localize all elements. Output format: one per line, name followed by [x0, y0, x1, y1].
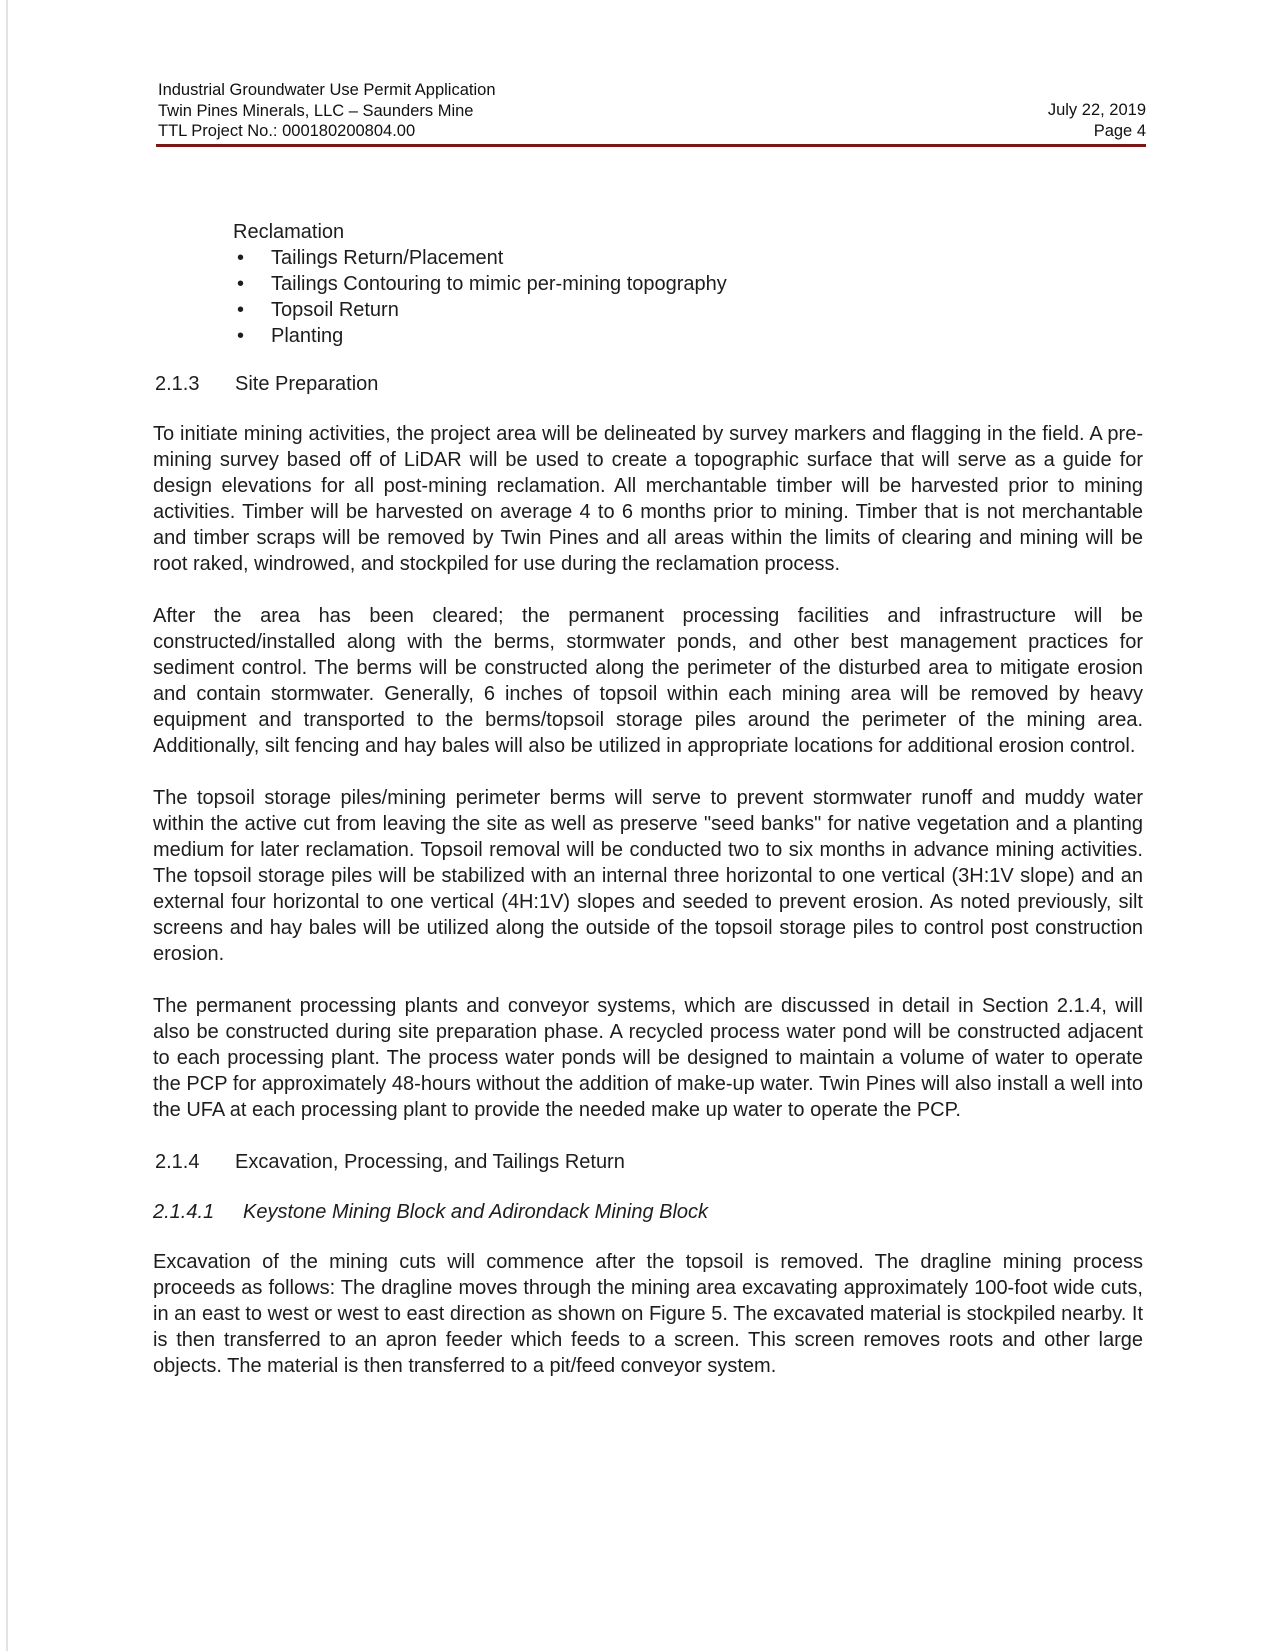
reclamation-list [233, 245, 1143, 349]
list-item-text: Tailings Contouring to mimic per-mining topography [271, 273, 727, 295]
list-item-text: Topsoil Return [271, 299, 399, 321]
header-document-title: Industrial Groundwater Use Permit Application [158, 81, 496, 99]
header-project-number: TTL Project No.: 000180200804.00 [158, 122, 416, 140]
list-item [233, 271, 1143, 297]
section-number: 2.1.4 [155, 1151, 200, 1173]
header-client-name: Twin Pines Minerals, LLC – Saunders Mine [158, 101, 474, 120]
header-page-number: Page 4 [1093, 121, 1146, 140]
subsection-number: 2.1.4.1 [153, 1201, 215, 1223]
section-number: 2.1.3 [155, 373, 200, 395]
section-title: Site Preparation [235, 373, 379, 395]
page-body [153, 219, 1143, 1405]
section-heading-2-1-4 [155, 1149, 1143, 1175]
list-item [233, 245, 1143, 271]
paragraph: After the area has been cleared; the permanent processing facilities and infrastructure will be constructed/installed along with the berms, stormwater ponds, and other best management practices for sediment control. The berms will be constructed along the perimeter of the disturbed area to mitigate erosion and contain stormwater. Generally, 6 inches of topsoil within each mining area will be removed by heavy equipment and transported to the berms/topsoil storage piles around the perimeter of the mining area. Additionally, silt fencing and hay bales will also be utilized in appropriate locations for additional erosion control. [153, 605, 1143, 757]
page-edge-line [6, 0, 8, 1651]
list-item [233, 297, 1143, 323]
paragraph: The permanent processing plants and conveyor systems, which are discussed in detail in Section 2.1.4, will also be constructed during site preparation phase. A recycled process water pond will be constructed adjacent to each processing plant. The process water ponds will be designed to maintain a volume of water to operate the PCP for approximately 48-hours without the addition of make-up water. Twin Pines will also install a well into the UFA at each processing plant to provide the needed make up water to operate the PCP. [153, 995, 1143, 1121]
subsection-heading-2-1-4-1 [153, 1199, 1143, 1225]
bullet-icon: • [237, 299, 245, 321]
bullet-icon: • [237, 247, 245, 269]
section-title: Excavation, Processing, and Tailings Return [235, 1151, 625, 1173]
header-right [1048, 100, 1146, 141]
section-heading-2-1-3 [155, 371, 1143, 397]
list-item-text: Planting [271, 325, 344, 347]
header-date: July 22, 2019 [1047, 101, 1146, 119]
header-rule [156, 144, 1146, 147]
list-item-text: Tailings Return/Placement [271, 247, 504, 269]
bullet-icon: • [237, 273, 245, 295]
paragraph: Excavation of the mining cuts will commence after the topsoil is removed. The dragline mining process proceeds as follows: The dragline moves through the mining area excavating approximately 100-foot wide cuts, in an east to west or west to east direction as shown on Figure 5. The excavated material is stockpiled nearby. It is then transferred to an apron feeder which feeds to a screen. This screen removes roots and other large objects. The material is then transferred to a pit/feed conveyor system. [153, 1251, 1143, 1377]
bullet-icon: • [237, 325, 245, 347]
reclamation-label: Reclamation [233, 221, 345, 243]
paragraph: To initiate mining activities, the project area will be delineated by survey markers and flagging in the field. A pre-mining survey based off of LiDAR will be used to create a topographic surface that will serve as a guide for design elevations for all post-mining reclamation. All merchantable timber will be harvested prior to mining activities. Timber will be harvested on average 4 to 6 months prior to mining. Timber that is not merchantable and timber scraps will be removed by Twin Pines and all areas within the limits of clearing and mining will be root raked, windrowed, and stockpiled for use during the reclamation process. [153, 423, 1143, 575]
list-item [233, 323, 1143, 349]
paragraph: The topsoil storage piles/mining perimeter berms will serve to prevent stormwater runoff and muddy water within the active cut from leaving the site as well as preserve "seed banks" for native vegetation and a planting medium for later reclamation. Topsoil removal will be conducted two to six months in advance mining activities. The topsoil storage piles will be stabilized with an internal three horizontal to one vertical (3H:1V slope) and an external four horizontal to one vertical (4H:1V) slopes and seeded to prevent erosion. As noted previously, silt screens and hay bales will be utilized along the outside of the topsoil storage piles to control post construction erosion. [153, 787, 1143, 965]
header-left [158, 80, 496, 142]
subsection-title: Keystone Mining Block and Adirondack Mining Block [243, 1201, 709, 1223]
